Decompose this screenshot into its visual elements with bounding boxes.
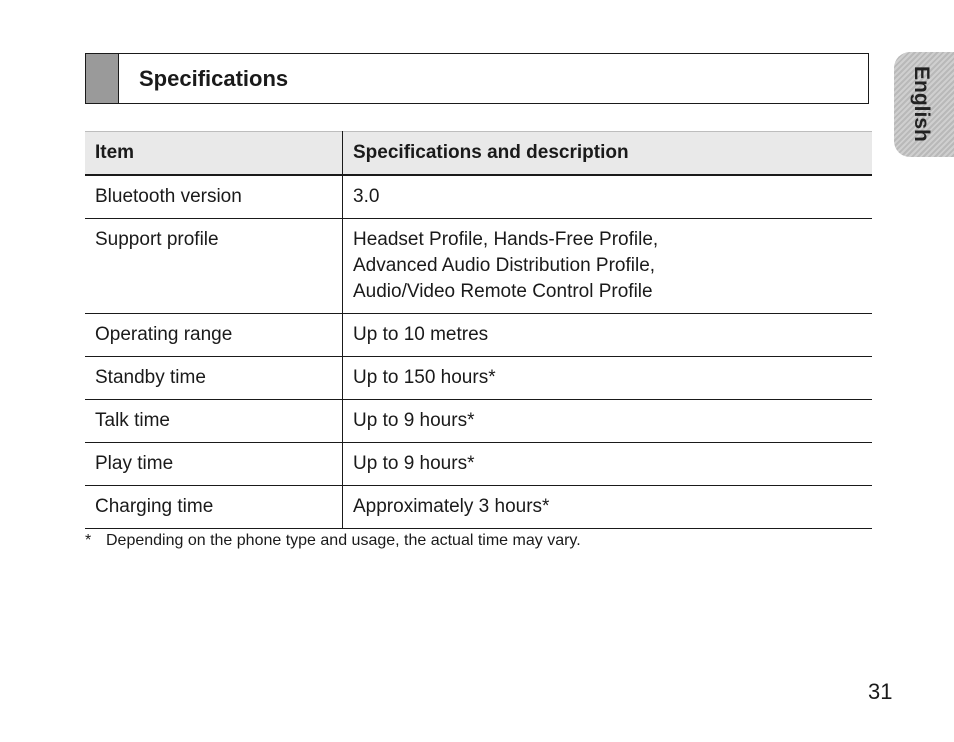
spec-description — [343, 357, 873, 400]
spec-line: Headset Profile, Hands-Free Profile, — [353, 229, 659, 250]
spec-line: Up to 10 metres — [353, 324, 489, 345]
spec-line: Up to 150 hours* — [353, 367, 496, 388]
table-row — [85, 486, 872, 529]
spec-line: Audio/Video Remote Control Profile — [353, 281, 653, 302]
spec-item: Support profile — [85, 219, 343, 314]
table-row — [85, 175, 872, 219]
footnote-text: Depending on the phone type and usage, the actual time may vary. — [106, 532, 581, 549]
spec-item: Talk time — [85, 400, 343, 443]
spec-line: Up to 9 hours* — [353, 453, 475, 474]
header-item: Item — [85, 132, 343, 176]
table-row — [85, 400, 872, 443]
spec-item: Standby time — [85, 357, 343, 400]
spec-description — [343, 400, 873, 443]
spec-description — [343, 314, 873, 357]
table-row — [85, 219, 872, 314]
spec-line: Approximately 3 hours* — [353, 496, 550, 517]
section-header — [85, 53, 869, 104]
language-tab — [894, 52, 954, 157]
spec-description — [343, 443, 873, 486]
table-header-row — [85, 132, 872, 176]
spec-description — [343, 175, 873, 219]
specifications-table — [85, 131, 872, 529]
spec-item: Operating range — [85, 314, 343, 357]
spec-line: Up to 9 hours* — [353, 410, 475, 431]
section-marker — [86, 54, 119, 103]
table-row — [85, 314, 872, 357]
spec-description — [343, 486, 873, 529]
spec-item: Bluetooth version — [85, 175, 343, 219]
spec-item: Charging time — [85, 486, 343, 529]
table-row — [85, 357, 872, 400]
page-number: 31 — [868, 679, 893, 704]
spec-description — [343, 219, 873, 314]
spec-line: 3.0 — [353, 186, 380, 207]
footnote — [85, 530, 581, 552]
header-description: Specifications and description — [343, 132, 873, 176]
spec-line: Advanced Audio Distribution Profile, — [353, 255, 656, 276]
language-tab-label: English — [910, 66, 933, 142]
table-row — [85, 443, 872, 486]
spec-item: Play time — [85, 443, 343, 486]
footnote-marker: * — [85, 532, 92, 549]
section-title: Specifications — [139, 66, 289, 91]
